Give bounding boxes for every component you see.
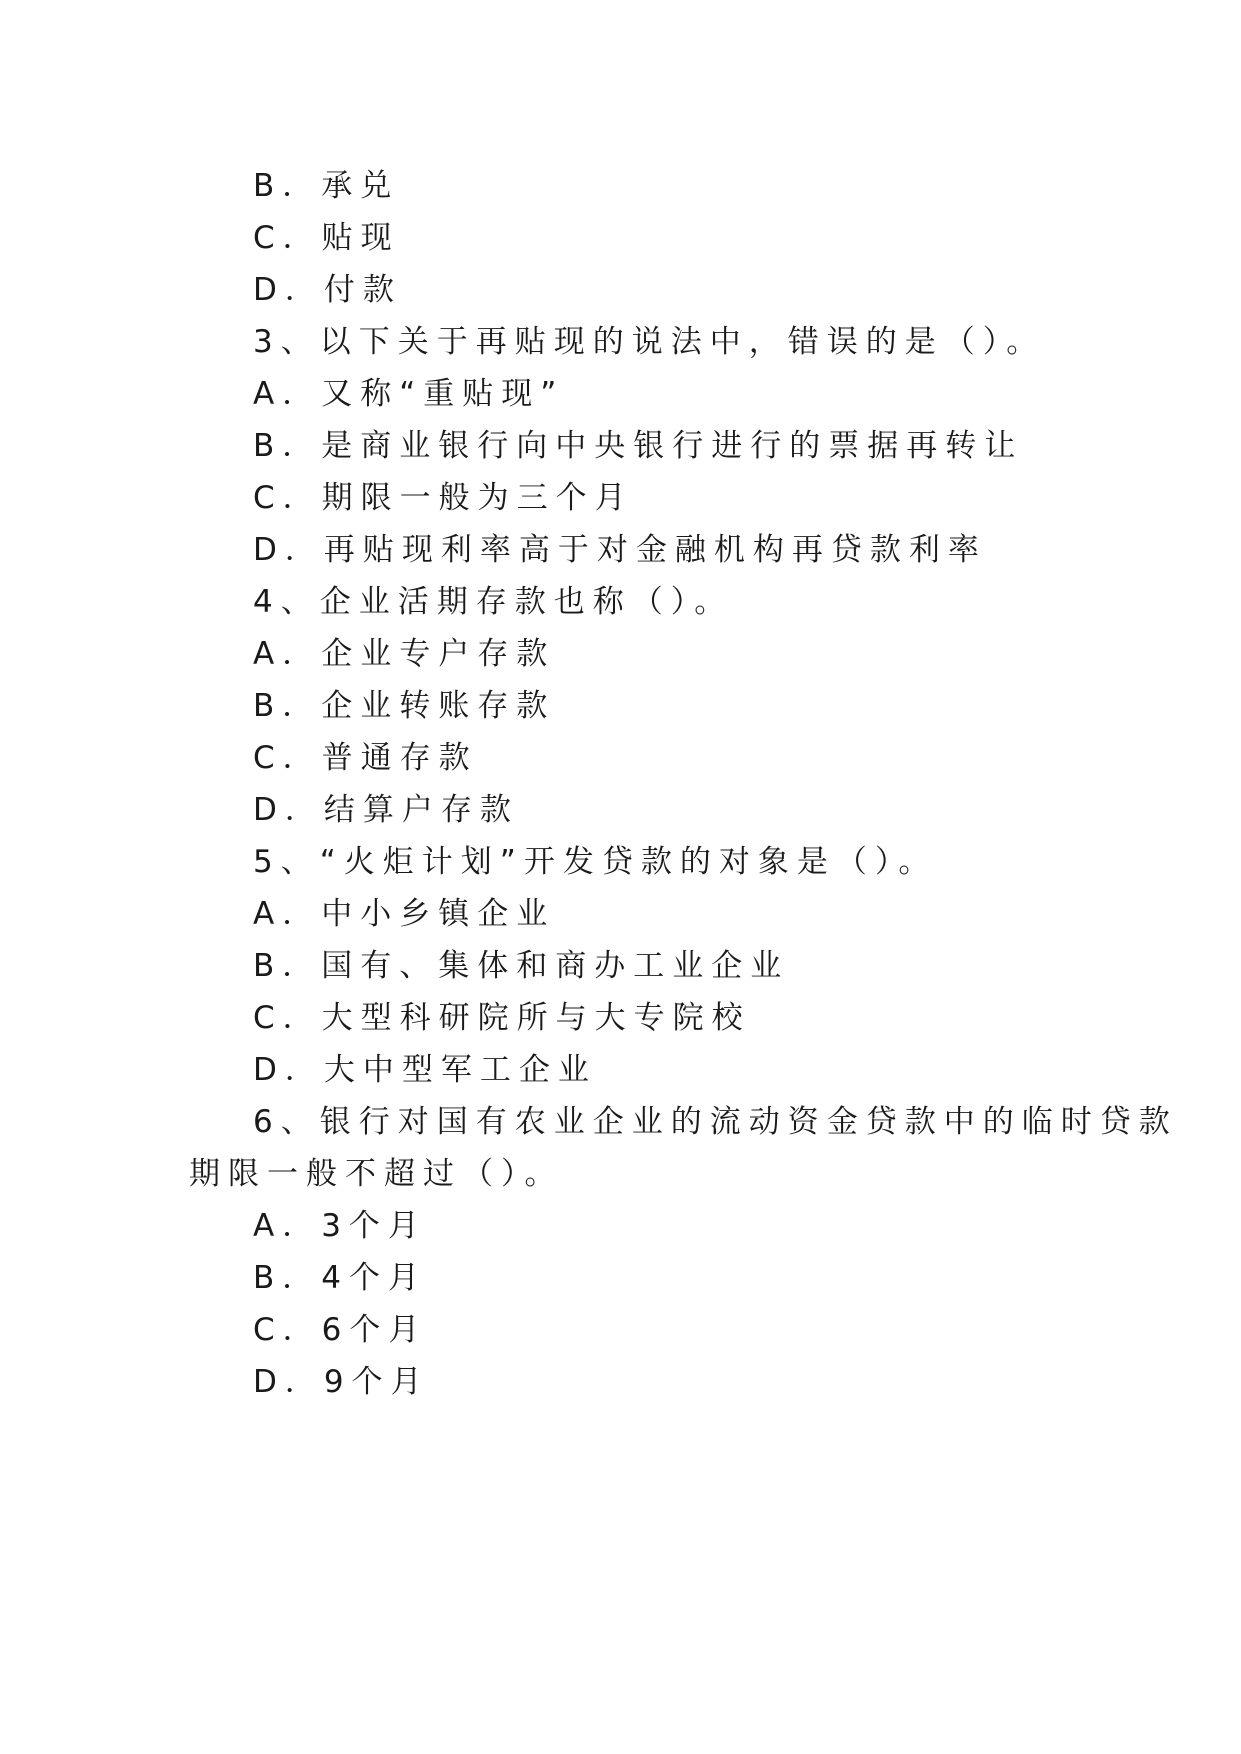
option-b-q5: B．国有、集体和商办工业企业 <box>253 948 790 984</box>
option-c-q3: C．期限一般为三个月 <box>253 480 634 516</box>
question-6-continued: 期限一般不超过（）。 <box>189 1156 564 1192</box>
option-a-q4: A．企业专户存款 <box>253 636 556 672</box>
option-d-q4: D．结算户存款 <box>253 792 519 828</box>
option-b-q3: B．是商业银行向中央银行进行的票据再转让 <box>253 428 1024 464</box>
option-c-q4: C．普通存款 <box>253 740 478 776</box>
option-a-q6: A．3个月 <box>253 1208 427 1244</box>
question-3: 3、以下关于再贴现的说法中，错误的是（）。 <box>253 324 1046 360</box>
option-d-q6: D．9个月 <box>253 1364 430 1400</box>
option-b-q4: B．企业转账存款 <box>253 688 556 724</box>
option-c-q5: C．大型科研院所与大专院校 <box>253 1000 751 1036</box>
option-b-q2: B．承兑 <box>253 168 400 204</box>
option-d-q3: D．再贴现利率高于对金融机构再贷款利率 <box>253 532 987 568</box>
question-5: 5、“火炬计划”开发贷款的对象是（）。 <box>253 844 938 880</box>
option-a-q3: A．又称“重贴现” <box>253 376 565 412</box>
option-d-q5: D．大中型军工企业 <box>253 1052 597 1088</box>
option-b-q6: B．4个月 <box>253 1260 427 1296</box>
option-c-q2: C．贴现 <box>253 220 400 256</box>
option-a-q5: A．中小乡镇企业 <box>253 896 556 932</box>
option-c-q6: C．6个月 <box>253 1312 428 1348</box>
option-d-q2: D．付款 <box>253 272 402 308</box>
question-4: 4、企业活期存款也称（）。 <box>253 584 734 620</box>
question-6: 6、银行对国有农业企业的流动资金贷款中的临时贷款 <box>253 1104 1178 1140</box>
